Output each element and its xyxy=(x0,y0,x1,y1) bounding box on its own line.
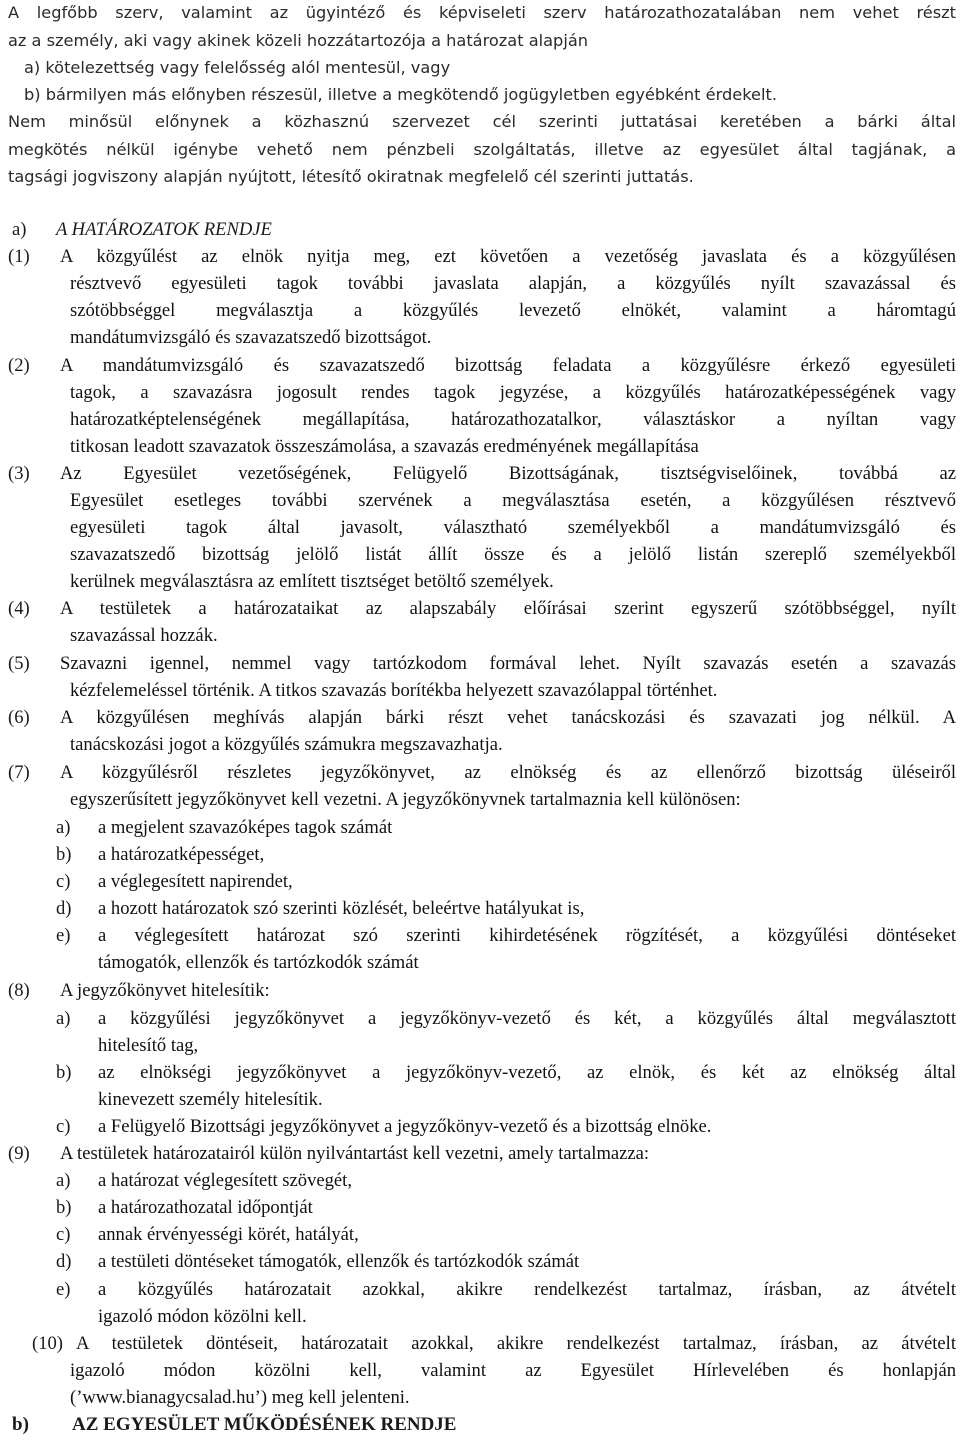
paragraph-number: (9) xyxy=(8,1143,30,1164)
paragraph-line: szavazatszedő bizottság jelölő listát állít össze és a jelölő listán szereplő személyekből xyxy=(70,544,956,565)
list-item: támogatók, ellenzők és tartózkodók számát xyxy=(98,952,419,973)
section-a-label: a) xyxy=(12,219,27,240)
list-item: a megjelent szavazóképes tagok számát xyxy=(98,817,393,838)
list-item: a határozathozatal időpontját xyxy=(98,1197,313,1218)
list-item-label: b) xyxy=(56,1062,72,1083)
list-item-label: e) xyxy=(56,925,71,946)
list-item-label: a) xyxy=(56,1008,71,1029)
list-item: a közgyűlési jegyzőkönyvet a jegyzőkönyv-vezető és két, a közgyűlés által megválasztott xyxy=(98,1008,956,1029)
paragraph-line: Az Egyesület vezetőségének, Felügyelő Bizottságának, tisztségviselőinek, továbbá az xyxy=(60,463,956,484)
list-item: hitelesítő tag, xyxy=(98,1035,199,1056)
list-item: a hozott határozatok szó szerinti közlését, beleértve hatályukat is, xyxy=(98,898,585,919)
section-b-title: AZ EGYESÜLET MŰKÖDÉSÉNEK RENDJE xyxy=(72,1414,457,1435)
intro-item-a: a) kötelezettség vagy felelősség alól mentesül, vagy xyxy=(24,58,451,77)
paragraph-line: A testületek a határozataikat az alapszabály előírásai szerint egyszerű szótöbbséggel, nyílt xyxy=(60,598,956,619)
paragraph-line: A testületek határozatairól külön nyilvántartást kell vezetni, amely tartalmazza: xyxy=(60,1143,650,1164)
paragraph-number: (4) xyxy=(8,598,30,619)
paragraph-number: (6) xyxy=(8,707,30,728)
section-b-label: b) xyxy=(12,1414,29,1435)
paragraph-number: (10) xyxy=(32,1333,63,1354)
paragraph-line: résztvevő egyesületi tagok további javaslata alapján, a közgyűlés nyílt szavazással és xyxy=(70,273,956,294)
nem-line: Nem minősül előnynek a közhasznú szervezet cél szerinti juttatásai keretében a bárki által xyxy=(8,112,956,131)
paragraph-line: kerülnek megválasztásra az említett tisztséget betöltő személyek. xyxy=(70,571,554,592)
nem-line: tagsági jogviszony alapján nyújtott, létesítő okiratnak megfelelő cél szerinti juttatás. xyxy=(8,167,694,186)
paragraph-line: tagok, a szavazásra jogosult rendes tagok jegyzése, a közgyűlés határozatképességének vagy xyxy=(70,382,956,403)
paragraph-line: igazoló módon közölni kell, valamint az Egyesület Hírlevelében és honlapján xyxy=(70,1360,956,1381)
paragraph-line: egyszerűsített jegyzőkönyvet kell vezetni. A jegyzőkönyvnek tartalmaznia kell különösen: xyxy=(70,789,741,810)
list-item: igazoló módon közölni kell. xyxy=(98,1306,307,1327)
list-item: a véglegesített határozat szó szerinti kihirdetésének rögzítését, a közgyűlési döntéseket xyxy=(98,925,956,946)
list-item: a véglegesített napirendet, xyxy=(98,871,293,892)
paragraph-line: A közgyűlést az elnök nyitja meg, ezt követően a vezetőség javaslata és a közgyűlésen xyxy=(60,246,956,267)
paragraph-line: Egyesület esetleges további szervének a megválasztása esetén, a közgyűlésen résztvevő xyxy=(70,490,956,511)
section-a-title: A HATÁROZATOK RENDJE xyxy=(56,219,272,240)
paragraph-line: szótöbbséggel megválasztja a közgyűlés levezető elnökét, valamint a háromtagú xyxy=(70,300,956,321)
list-item: a Felügyelő Bizottsági jegyzőkönyvet a jegyzőkönyv-vezető és a bizottság elnöke. xyxy=(98,1116,712,1137)
list-item: a testületi döntéseket támogatók, ellenzők és tartózkodók számát xyxy=(98,1251,580,1272)
paragraph-line: szavazással hozzák. xyxy=(70,625,218,646)
list-item-label: a) xyxy=(56,817,71,838)
paragraph-line: A testületek döntéseit, határozatait azokkal, akikre rendelkezést tartalmaz, írásban, az átvételt xyxy=(76,1333,956,1354)
list-item: a határozatképességet, xyxy=(98,844,265,865)
paragraph-line: egyesületi tagok által javasolt, választható személyekből a mandátumvizsgáló és xyxy=(70,517,956,538)
paragraph-line: A közgyűlésről részletes jegyzőkönyvet, az elnökség és az ellenőrző bizottság üléseiről xyxy=(60,762,956,783)
paragraph-line: Szavazni igennel, nemmel vagy tartózkodom formával lehet. Nyílt szavazás esetén a szavazás xyxy=(60,653,956,674)
list-item-label: c) xyxy=(56,1116,71,1137)
list-item-label: c) xyxy=(56,871,71,892)
list-item-label: b) xyxy=(56,1197,72,1218)
list-item-label: d) xyxy=(56,898,72,919)
list-item-label: e) xyxy=(56,1279,71,1300)
paragraph-number: (1) xyxy=(8,246,30,267)
paragraph-line: tanácskozási jogot a közgyűlés számukra megszavazhatja. xyxy=(70,734,503,755)
paragraph-line: A közgyűlésen meghívás alapján bárki részt vehet tanácskozási és szavazati jog nélkül. A xyxy=(60,707,956,728)
paragraph-line: (’www.bianagycsalad.hu’) meg kell jelenteni. xyxy=(70,1387,410,1408)
nem-line: megkötés nélkül igénybe vehető nem pénzbeli szolgáltatás, illetve az egyesület által tagjának, a xyxy=(8,140,956,159)
list-item: a közgyűlés határozatait azokkal, akikre rendelkezést tartalmaz, írásban, az átvételt xyxy=(98,1279,956,1300)
list-item-label: c) xyxy=(56,1224,71,1245)
paragraph-number: (8) xyxy=(8,980,30,1001)
paragraph-line: A jegyzőkönyvet hitelesítik: xyxy=(60,980,270,1001)
list-item: annak érvényességi körét, hatályát, xyxy=(98,1224,359,1245)
paragraph-number: (7) xyxy=(8,762,30,783)
intro-line: A legfőbb szerv, valamint az ügyintéző és képviseleti szerv határozathozatalában nem vehet részt xyxy=(8,3,956,22)
paragraph-line: A mandátumvizsgáló és szavazatszedő bizottság feladata a közgyűlésre érkező egyesületi xyxy=(60,355,956,376)
list-item: az elnökségi jegyzőkönyvet a jegyzőkönyv-vezető, az elnök, és két az elnökség által xyxy=(98,1062,956,1083)
paragraph-number: (5) xyxy=(8,653,30,674)
list-item: kinevezett személy hitelesítik. xyxy=(98,1089,323,1110)
list-item-label: d) xyxy=(56,1251,72,1272)
paragraph-line: titkosan leadott szavazatok összeszámolása, a szavazás eredményének megállapítása xyxy=(70,436,699,457)
intro-line: az a személy, aki vagy akinek közeli hozzátartozója a határozat alapján xyxy=(8,31,588,50)
paragraph-number: (3) xyxy=(8,463,30,484)
paragraph-line: határozatképtelenségének megállapítása, határozathozatalkor, választáskor a nyíltan vagy xyxy=(70,409,956,430)
paragraph-line: mandátumvizsgáló és szavazatszedő bizottságot. xyxy=(70,327,432,348)
intro-item-b: b) bármilyen más előnyben részesül, illetve a megkötendő jogügyletben egyébként érdekelt. xyxy=(24,85,777,104)
paragraph-line: kézfelemeléssel történik. A titkos szavazás borítékba helyezett szavazólappal történhet. xyxy=(70,680,718,701)
list-item-label: b) xyxy=(56,844,72,865)
paragraph-number: (2) xyxy=(8,355,30,376)
list-item-label: a) xyxy=(56,1170,71,1191)
list-item: a határozat véglegesített szövegét, xyxy=(98,1170,352,1191)
